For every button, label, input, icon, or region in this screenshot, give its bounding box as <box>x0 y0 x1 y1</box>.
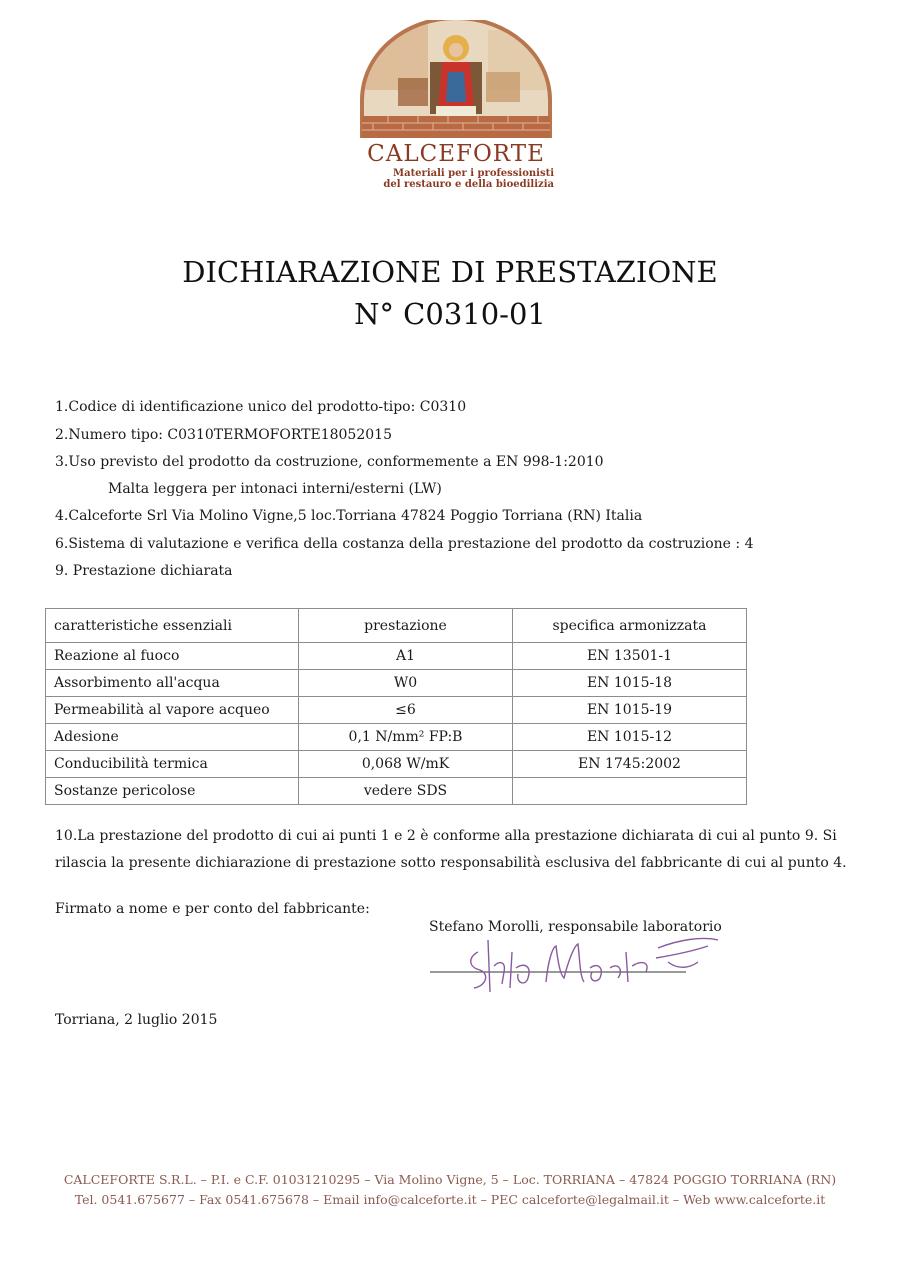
table-cell: EN 1745:2002 <box>513 751 747 778</box>
table-row <box>46 724 747 751</box>
table-cell: Adesione <box>46 724 299 751</box>
conformity-statement: 10.La prestazione del prodotto di cui ai punti 1 e 2 è conforme alla prestazione dichiarata di cui al punto 9. Si rilascia la presente dichiarazione di prestazione sotto responsabilità esclusiva del fabbricante di cui al punto 4. <box>55 828 847 871</box>
item-1-product-code: 1.Codice di identificazione unico del prodotto-tipo: C0310 <box>55 399 467 415</box>
fresco-logo-icon <box>358 20 554 145</box>
signed-on-behalf-label: Firmato a nome e per conto del fabbricante: <box>55 901 370 917</box>
table-cell: ≤6 <box>299 697 513 724</box>
item-3-intended-use: 3.Uso previsto del prodotto da costruzione, conformemente a EN 998-1:2010 <box>55 454 604 470</box>
table-cell: Sostanze pericolose <box>46 778 299 805</box>
table-cell: W0 <box>299 670 513 697</box>
table-cell: Permeabilità al vapore acqueo <box>46 697 299 724</box>
item-6-assessment-system: 6.Sistema di valutazione e verifica della costanza della prestazione del prodotto da costruzione : 4 <box>55 536 754 552</box>
table-row <box>46 778 747 805</box>
item-9-declared-performance: 9. Prestazione dichiarata <box>55 563 233 579</box>
brand-tagline-line1: Materiali per i professionisti <box>393 168 554 179</box>
table-cell: A1 <box>299 643 513 670</box>
table-cell: Conducibilità termica <box>46 751 299 778</box>
table-cell: Reazione al fuoco <box>46 643 299 670</box>
table-cell: 0,1 N/mm² FP:B <box>299 724 513 751</box>
document-number: N° C0310-01 <box>354 297 546 331</box>
table-cell: EN 1015-12 <box>513 724 747 751</box>
signature-icon <box>428 922 728 1002</box>
table-cell: EN 1015-19 <box>513 697 747 724</box>
document-title: DICHIARAZIONE DI PRESTAZIONE <box>182 255 718 289</box>
table-cell: vedere SDS <box>299 778 513 805</box>
signatory-name: Stefano Morolli, responsabile laboratorio <box>429 919 722 935</box>
item-4-manufacturer: 4.Calceforte Srl Via Molino Vigne,5 loc.Torriana 47824 Poggio Torriana (RN) Italia <box>55 508 643 524</box>
handwritten-signature <box>428 922 728 1002</box>
table-header-cell: prestazione <box>299 609 513 643</box>
table-header-cell: caratteristiche essenziali <box>46 609 299 643</box>
table-header-cell: specifica armonizzata <box>513 609 747 643</box>
footer-contact-info: Tel. 0541.675677 – Fax 0541.675678 – Email info@calceforte.it – PEC calceforte@legalmail.it – Web www.calceforte.it <box>74 1192 826 1207</box>
table-row <box>46 670 747 697</box>
item-2-type-number: 2.Numero tipo: C0310TERMOFORTE18052015 <box>55 427 392 443</box>
table-row <box>46 643 747 670</box>
table-cell: 0,068 W/mK <box>299 751 513 778</box>
item-3-use-description: Malta leggera per intonaci interni/esterni (LW) <box>108 481 442 497</box>
brand-tagline <box>358 168 554 190</box>
place-and-date: Torriana, 2 luglio 2015 <box>55 1012 218 1028</box>
table-row <box>46 697 747 724</box>
performance-table <box>45 608 747 805</box>
table-row <box>46 751 747 778</box>
table-header-row <box>46 609 747 643</box>
brand-tagline-line2: del restauro e della bioedilizia <box>383 179 554 190</box>
table-cell: EN 1015-18 <box>513 670 747 697</box>
table-cell <box>513 778 747 805</box>
table-cell: Assorbimento all'acqua <box>46 670 299 697</box>
table-cell: EN 13501-1 <box>513 643 747 670</box>
brand-name: CALCEFORTE <box>367 141 545 167</box>
footer-company-info: CALCEFORTE S.R.L. – P.I. e C.F. 01031210295 – Via Molino Vigne, 5 – Loc. TORRIANA – 47824 POGGIO TORRIANA (RN) <box>63 1172 837 1187</box>
